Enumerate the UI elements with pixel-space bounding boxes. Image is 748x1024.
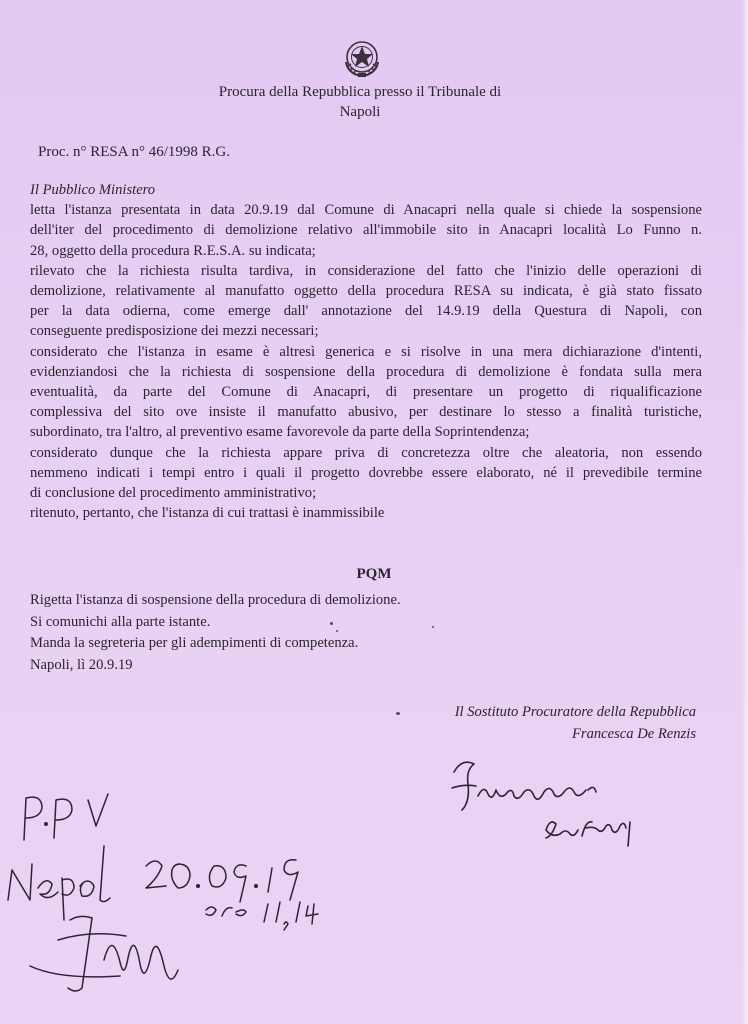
body-line: demolizione, relativamente al manufatto oggetto della procedura RESA su indicata, è già stato fissato xyxy=(30,283,702,300)
ink-speck xyxy=(330,622,333,625)
italian-republic-emblem-icon xyxy=(340,36,384,80)
body-line: conseguente predisposizione dei mezzi necessari; xyxy=(30,323,319,340)
body-line: complessiva del sito ove insiste il manufatto abusivo, per destinare lo stesso a finalità turistiche, xyxy=(30,404,702,421)
decree-intro: Il Pubblico Ministero xyxy=(30,182,156,198)
body-line: per la data odierna, come emerge dall' annotazione del 14.9.19 della Questura di Napoli, con xyxy=(30,303,702,320)
signature-block xyxy=(455,701,696,745)
handwritten-annotation xyxy=(0,780,400,1010)
pqm-heading: PQM xyxy=(356,566,392,582)
signatory-role: Il Sostituto Procuratore della Repubblica xyxy=(454,704,696,720)
office-header-line1: Procura della Repubblica presso il Tribunale di xyxy=(218,84,502,100)
decree-body xyxy=(30,180,702,523)
body-line: considerato che l'istanza in esame è altresì generica e si risolve in una mera dichiarazione d'intenti, xyxy=(30,343,702,360)
body-line: nemmeno indicati i tempi entro i quali il progetto dovrebbe essere elaborato, né il prevedibile termine xyxy=(30,464,702,481)
ink-speck xyxy=(432,626,434,628)
dispositive-line: Si comunichi alla parte istante. xyxy=(30,613,211,630)
ink-speck xyxy=(396,712,400,715)
body-line: rilevato che la richiesta risulta tardiva, in considerazione del fatto che l'inizio delle operazioni di xyxy=(30,262,702,279)
office-header-line2: Napoli xyxy=(339,104,381,120)
page-edge xyxy=(742,0,748,1024)
ink-speck xyxy=(336,630,338,632)
body-line: eventualità, da parte del Comune di Anacapri, di presentare un progetto di riqualificazione xyxy=(30,384,702,401)
dispositive-line: Rigetta l'istanza di sospensione della procedura di demolizione. xyxy=(30,592,401,608)
body-line: ritenuto, pertanto, che l'istanza di cui trattasi è inammissibile xyxy=(30,505,385,522)
dispositive-line: Manda la segreteria per gli adempimenti di competenza. xyxy=(30,635,359,651)
handwritten-signature xyxy=(440,750,660,860)
body-line: di conclusione del procedimento amministrativo; xyxy=(30,485,317,502)
body-line: letta l'istanza presentata in data 20.9.19 dal Comune di Anacapri nella quale si chiede la sospensione xyxy=(30,202,702,219)
body-line: subordinato, tra l'altro, al preventivo esame favorevole da parte della Soprintendenza; xyxy=(30,424,530,441)
body-line: evidenziandosi che la richiesta di sospensione della procedura di demolizione è fondata sulla mera xyxy=(30,363,702,380)
body-line: 28, oggetto della procedura R.E.S.A. su indicata; xyxy=(30,242,316,259)
dispositive-line: Napoli, lì 20.9.19 xyxy=(30,656,133,673)
body-line: considerato dunque che la richiesta appare priva di concretezza oltre che aleatoria, non essendo xyxy=(30,444,702,461)
procedure-number: Proc. n° RESA n° 46/1998 R.G. xyxy=(38,144,231,160)
body-line: dell'iter del procedimento di demolizione relativo all'immobile sito in Anacapri località Lo Funno n. xyxy=(30,222,702,239)
office-header xyxy=(150,82,570,122)
signatory-name: Francesca De Renzis xyxy=(571,726,696,742)
dispositive-section xyxy=(30,590,401,676)
